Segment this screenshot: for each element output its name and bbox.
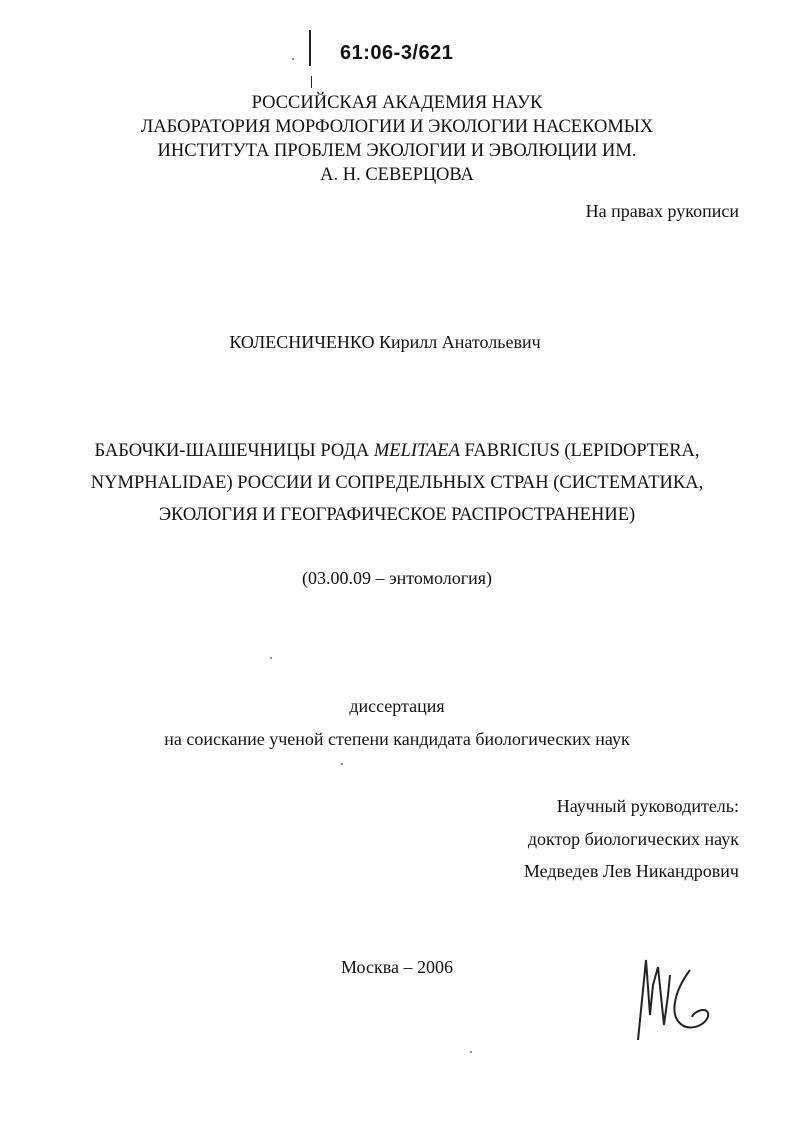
specialty-code: (03.00.09 – энтомология) bbox=[301, 568, 493, 588]
handwritten-signature bbox=[620, 955, 720, 1045]
degree-purpose: на соискание ученой степени кандидата биологических наук bbox=[164, 729, 630, 749]
institution-line: ИНСТИТУТА ПРОБЛЕМ ЭКОЛОГИИ И ЭВОЛЮЦИИ ИМ. bbox=[157, 141, 637, 161]
scan-artifact-dot bbox=[270, 657, 272, 659]
city-year: Москва – 2006 bbox=[341, 957, 453, 977]
institution-line: ЛАБОРАТОРИЯ МОРФОЛОГИИ И ЭКОЛОГИИ НАСЕКОМЫХ bbox=[140, 117, 654, 137]
title-line-1: БАБОЧКИ-ШАШЕЧНИЦЫ РОДА MELITAEA FABRICIUS (LEPIDOPTERA, bbox=[94, 441, 700, 461]
dissertation-title bbox=[0, 435, 794, 531]
scan-artifact-dot bbox=[292, 58, 294, 60]
scan-artifact-line bbox=[311, 76, 312, 88]
scan-artifact-line bbox=[309, 30, 311, 66]
supervisor-degree: доктор биологических наук bbox=[527, 829, 739, 849]
institution-header bbox=[0, 91, 794, 187]
scan-artifact-dot bbox=[341, 763, 343, 765]
scan-artifact-dot bbox=[470, 1051, 472, 1053]
title-line-3: ЭКОЛОГИЯ И ГЕОГРАФИЧЕСКОЕ РАСПРОСТРАНЕНИЕ) bbox=[158, 505, 636, 525]
manuscript-rights-note: На правах рукописи bbox=[585, 201, 739, 221]
author-name: КОЛЕСНИЧЕНКО Кирилл Анатольевич bbox=[229, 332, 541, 352]
document-type: диссертация bbox=[349, 696, 445, 716]
title-line-2: NYMPHALIDAE) РОССИИ И СОПРЕДЕЛЬНЫХ СТРАН (СИСТЕМАТИКА, bbox=[90, 473, 704, 493]
institution-line: А. Н. СЕВЕРЦОВА bbox=[320, 165, 474, 185]
genus-name: MELITAEA bbox=[373, 441, 460, 461]
supervisor-name: Медведев Лев Никандрович bbox=[523, 861, 739, 881]
library-stamp-code: 61:06-3/621 bbox=[340, 42, 454, 64]
supervisor-label: Научный руководитель: bbox=[556, 796, 739, 816]
institution-line: РОССИЙСКАЯ АКАДЕМИЯ НАУК bbox=[251, 93, 543, 113]
